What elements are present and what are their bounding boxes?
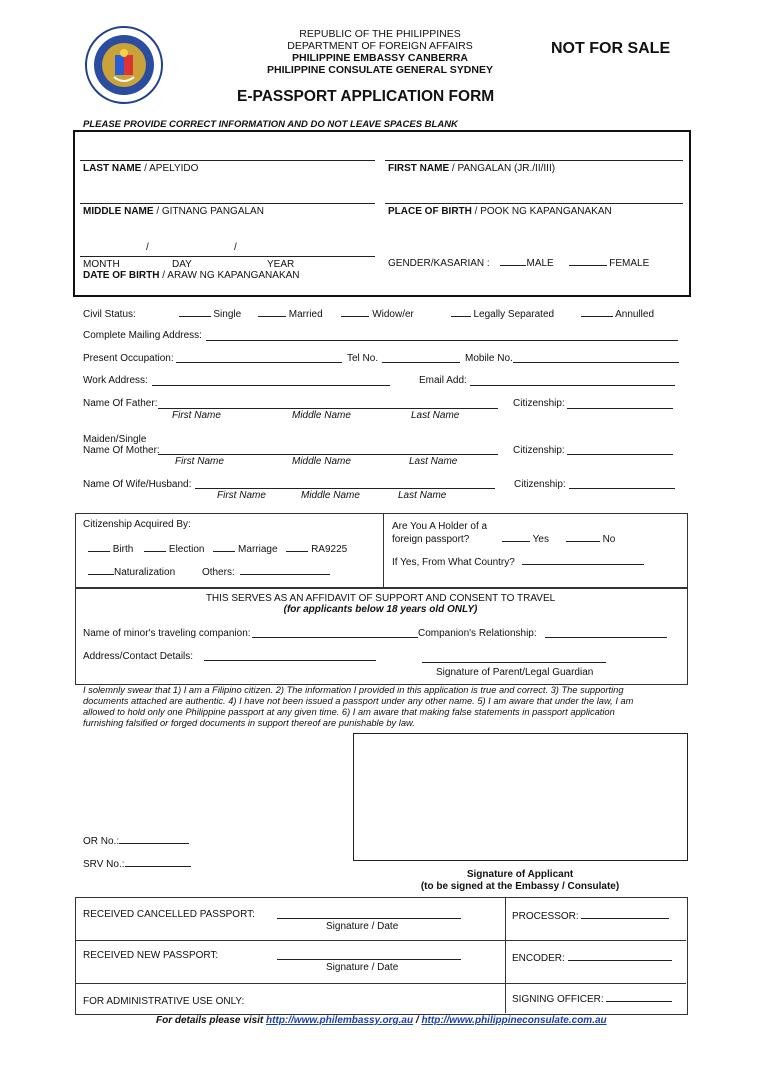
occupation-label: Present Occupation: — [83, 353, 174, 364]
new-passport-signature-line[interactable] — [277, 959, 461, 960]
dob-year-label: YEAR — [267, 259, 295, 270]
applicant-signature-note: (to be signed at the Embassy / Consulate) — [420, 881, 620, 892]
gender-male-blank[interactable] — [500, 256, 526, 266]
cancelled-passport-label: RECEIVED CANCELLED PASSPORT: — [83, 909, 255, 920]
separated-blank[interactable] — [451, 307, 471, 317]
applicant-signature-box[interactable] — [353, 733, 688, 861]
single-label: Single — [213, 309, 242, 320]
annulled-label: Annulled — [615, 309, 655, 320]
affidavit-subtitle: (for applicants below 18 years old ONLY) — [283, 604, 478, 615]
first-name-label: FIRST NAME / PANGALAN (JR./II/III) — [388, 163, 556, 174]
acquired-options-row — [88, 542, 347, 555]
father-last-caption: Last Name — [411, 410, 460, 421]
oath-line-2: documents attached are authentic. 4) I have not been issued a passport under any other name. 5) I am aware that under the law, I am — [83, 696, 634, 706]
mailing-address-field[interactable] — [206, 340, 678, 341]
mother-first-caption: First Name — [175, 456, 224, 467]
consulate-link[interactable]: http://www.philippineconsulate.com.au — [421, 1015, 607, 1026]
election-label: Election — [168, 544, 205, 555]
naturalization-blank[interactable] — [88, 565, 114, 575]
embassy-link[interactable]: http://www.philembassy.org.au — [266, 1015, 414, 1026]
dob-slash-1: / — [146, 242, 149, 253]
middle-name-label: MIDDLE NAME / GITNANG PANGALAN — [83, 206, 264, 217]
holder-no-blank[interactable] — [566, 532, 600, 542]
encoder-row — [512, 951, 672, 964]
oath-text — [83, 685, 633, 729]
ra9225-blank[interactable] — [286, 542, 308, 552]
father-citizenship-field[interactable] — [567, 408, 673, 409]
address-contact-label: Address/Contact Details: — [83, 651, 194, 662]
srv-no-field[interactable] — [125, 857, 191, 867]
not-for-sale-label: NOT FOR SALE — [551, 40, 671, 57]
or-no-field[interactable] — [119, 834, 189, 844]
last-name-field[interactable] — [80, 160, 375, 161]
guardian-signature-line[interactable] — [422, 662, 606, 663]
applicant-signature-label: Signature of Applicant — [466, 869, 574, 880]
oath-line-4: furnishing falsified or forged documents in support thereof are punishable by law. — [83, 718, 415, 728]
father-citizenship-label: Citizenship: — [513, 398, 565, 409]
dob-slash-2: / — [234, 242, 237, 253]
mobile-label: Mobile No. — [465, 353, 513, 364]
admin-divider-1 — [75, 940, 686, 941]
holder-question-2: foreign passport? — [392, 534, 470, 545]
cancelled-sig-date-label: Signature / Date — [326, 921, 399, 932]
processor-field[interactable] — [581, 909, 669, 919]
mother-citizenship-field[interactable] — [567, 454, 673, 455]
civil-status-row — [83, 307, 683, 320]
spouse-citizenship-label: Citizenship: — [514, 479, 566, 490]
header-consulate: PHILIPPINE CONSULATE GENERAL SYDNEY — [267, 64, 493, 76]
work-address-label: Work Address: — [83, 375, 148, 386]
marriage-blank[interactable] — [213, 542, 235, 552]
middle-name-field[interactable] — [80, 203, 375, 204]
or-no-label: OR No.: — [83, 836, 120, 847]
footer-prefix: For details please visit — [156, 1015, 267, 1026]
date-of-birth-field[interactable] — [80, 256, 375, 257]
mother-middle-caption: Middle Name — [292, 456, 351, 467]
place-of-birth-label: PLACE OF BIRTH / POOK NG KAPANGANAKAN — [388, 206, 612, 217]
mother-last-caption: Last Name — [409, 456, 458, 467]
widow-blank[interactable] — [341, 307, 369, 317]
dfa-seal-logo — [84, 25, 164, 105]
encoder-label: ENCODER: — [512, 953, 565, 964]
birth-label: Birth — [112, 544, 134, 555]
tel-field[interactable] — [382, 362, 460, 363]
citizenship-divider — [383, 513, 384, 587]
father-name-field[interactable] — [158, 408, 498, 409]
married-label: Married — [288, 309, 323, 320]
affidavit-title: THIS SERVES AS AN AFFIDAVIT OF SUPPORT AND CONSENT TO TRAVEL — [205, 593, 556, 604]
dob-label: DATE OF BIRTH / ARAW NG KAPANGANAKAN — [83, 270, 300, 281]
header-department: DEPARTMENT OF FOREIGN AFFAIRS — [287, 40, 473, 52]
spouse-first-caption: First Name — [217, 490, 266, 501]
admin-only-label: FOR ADMINISTRATIVE USE ONLY: — [83, 996, 245, 1007]
header-block — [240, 28, 520, 76]
spouse-last-caption: Last Name — [398, 490, 447, 501]
marriage-label: Marriage — [238, 544, 278, 555]
encoder-field[interactable] — [568, 951, 672, 961]
admin-divider-vertical — [505, 897, 506, 1013]
footer — [156, 1015, 607, 1026]
election-blank[interactable] — [144, 542, 166, 552]
admin-divider-2 — [75, 983, 686, 984]
signing-officer-field[interactable] — [606, 992, 672, 1002]
mother-name-field[interactable] — [158, 454, 498, 455]
holder-country-label: If Yes, From What Country? — [392, 557, 515, 568]
processor-row — [512, 909, 669, 922]
gender-male-label: MALE — [526, 258, 554, 269]
naturalization-row — [88, 565, 330, 578]
holder-question-2-row — [392, 532, 615, 545]
single-blank[interactable] — [179, 307, 211, 317]
last-name-label: LAST NAME / APELYIDO — [83, 163, 199, 174]
relationship-field[interactable] — [545, 637, 667, 638]
processor-label: PROCESSOR: — [512, 911, 579, 922]
guardian-signature-label: Signature of Parent/Legal Guardian — [436, 667, 594, 678]
maiden-label: Maiden/Single — [83, 434, 147, 445]
dob-day-label: DAY — [172, 259, 192, 270]
father-middle-caption: Middle Name — [292, 410, 351, 421]
birth-blank[interactable] — [88, 542, 110, 552]
header-embassy: PHILIPPINE EMBASSY CANBERRA — [292, 52, 468, 64]
others-field[interactable] — [240, 565, 330, 575]
oath-line-3: allowed to hold only one Philippine passport at any given time. 6) I am aware that making false statements in passport application — [83, 707, 615, 717]
cancelled-signature-line[interactable] — [277, 918, 461, 919]
father-label: Name Of Father: — [83, 398, 158, 409]
signing-officer-label: SIGNING OFFICER: — [512, 994, 604, 1005]
address-contact-field[interactable] — [204, 660, 376, 661]
naturalization-label: Naturalization — [114, 567, 176, 578]
ra9225-label: RA9225 — [311, 544, 348, 555]
holder-question-1: Are You A Holder of a — [392, 521, 488, 532]
work-address-field[interactable] — [152, 385, 390, 386]
gender-female-blank[interactable] — [569, 256, 607, 266]
companion-field[interactable] — [252, 637, 418, 638]
or-no-row — [83, 834, 189, 847]
footer-separator: / — [413, 1015, 422, 1026]
holder-yes-blank[interactable] — [502, 532, 530, 542]
first-name-field[interactable] — [385, 160, 683, 161]
dob-month-label: MONTH — [83, 259, 120, 270]
oath-line-1: I solemnly swear that 1) I am a Filipino citizen. 2) The information I provided in this application is true and correct. 3) The supporting — [83, 685, 624, 695]
holder-country-field[interactable] — [522, 555, 644, 565]
holder-no-label: No — [602, 534, 616, 545]
spouse-middle-caption: Middle Name — [301, 490, 360, 501]
married-blank[interactable] — [258, 307, 286, 317]
civil-status-label: Civil Status: — [83, 309, 136, 320]
header-republic: REPUBLIC OF THE PHILIPPINES — [299, 28, 461, 40]
srv-no-label: SRV No.: — [83, 859, 125, 870]
gender-row — [388, 256, 649, 269]
instruction: PLEASE PROVIDE CORRECT INFORMATION AND DO NOT LEAVE SPACES BLANK — [83, 119, 458, 130]
signing-officer-row — [512, 992, 672, 1005]
email-label: Email Add: — [419, 375, 467, 386]
srv-no-row — [83, 857, 191, 870]
new-passport-label: RECEIVED NEW PASSPORT: — [83, 950, 219, 961]
mailing-address-label: Complete Mailing Address: — [83, 330, 202, 341]
annulled-blank[interactable] — [581, 307, 613, 317]
occupation-field[interactable] — [176, 362, 342, 363]
mother-label: Name Of Mother: — [83, 445, 160, 456]
spouse-citizenship-field[interactable] — [569, 488, 675, 489]
widow-label: Widow/er — [372, 309, 414, 320]
companion-label: Name of minor's traveling companion: — [83, 628, 251, 639]
gender-label: GENDER/KASARIAN : — [388, 258, 490, 269]
citizenship-acquired-label: Citizenship Acquired By: — [83, 519, 191, 530]
gender-female-label: FEMALE — [609, 258, 650, 269]
others-label: Others: — [201, 567, 235, 578]
email-field[interactable] — [470, 385, 675, 386]
new-sig-date-label: Signature / Date — [326, 962, 399, 973]
place-of-birth-field[interactable] — [385, 203, 683, 204]
father-first-caption: First Name — [172, 410, 221, 421]
tel-label: Tel No. — [347, 353, 379, 364]
form-title: E-PASSPORT APPLICATION FORM — [237, 88, 495, 105]
spouse-label: Name Of Wife/Husband: — [83, 479, 192, 490]
relationship-label: Companion's Relationship: — [418, 628, 537, 639]
holder-yes-label: Yes — [532, 534, 549, 545]
mother-citizenship-label: Citizenship: — [513, 445, 565, 456]
spouse-name-field[interactable] — [195, 488, 495, 489]
mobile-field[interactable] — [513, 362, 679, 363]
separated-label: Legally Separated — [473, 309, 555, 320]
holder-country-row — [392, 555, 644, 568]
